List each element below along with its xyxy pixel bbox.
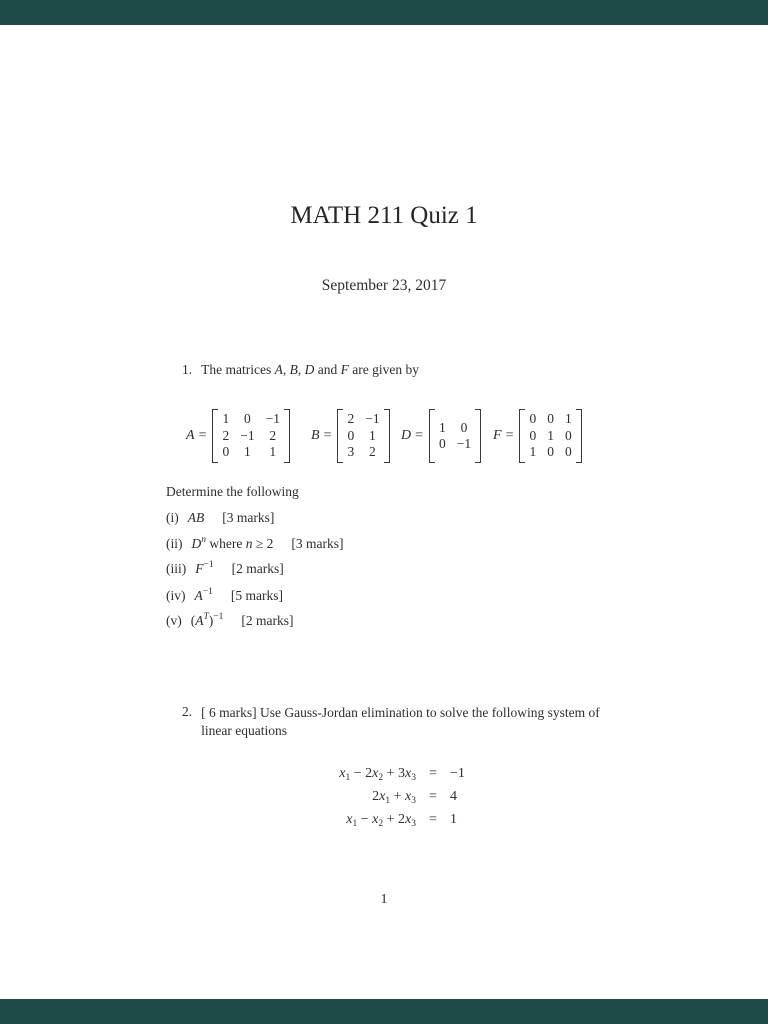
matrix-entry: 0 xyxy=(529,411,537,427)
matrix-entry: 2 xyxy=(222,427,230,443)
matrix-a-label: A = xyxy=(186,428,207,443)
question-1-intro: The matrices A, B, D and F are given by xyxy=(201,362,419,377)
matrix-f xyxy=(493,406,582,466)
page-number: 1 xyxy=(380,892,388,907)
item-label: (i) xyxy=(166,510,179,525)
matrix-d-entries xyxy=(435,418,475,455)
q1-item-i xyxy=(166,510,274,526)
page-title: MATH 211 Quiz 1 xyxy=(290,202,478,229)
matrix-entry: 1 xyxy=(222,411,230,427)
matrix-a xyxy=(186,406,290,466)
item-expression: $A^{-1}$ xyxy=(194,587,213,603)
right-bracket xyxy=(384,409,390,463)
matrix-entry: 1 xyxy=(529,444,537,460)
q1-item-v xyxy=(166,613,294,629)
matrix-entry: −1 xyxy=(365,411,380,427)
q1-item-iii xyxy=(166,561,284,577)
matrix-d-label: D = xyxy=(401,428,424,443)
item-marks: [2 marks] xyxy=(241,613,294,628)
item-expression: $F^{-1}$ xyxy=(195,560,214,576)
matrix-entry: 1 xyxy=(269,444,277,460)
matrix-entry: −1 xyxy=(240,427,255,443)
matrix-entry: −1 xyxy=(265,411,280,427)
item-label: (iii) xyxy=(166,561,187,576)
item-expression: AB xyxy=(187,510,205,525)
equation-3-rhs: 1 xyxy=(450,812,457,827)
matrix-entry: 0 xyxy=(439,436,446,451)
item-marks: [5 marks] xyxy=(230,588,283,603)
equation-2-rhs: 4 xyxy=(450,789,457,804)
matrix-entry: 2 xyxy=(269,427,277,443)
matrix-entry: 2 xyxy=(347,411,355,427)
matrix-f-entries xyxy=(525,409,575,463)
matrix-entry: 0 xyxy=(244,411,251,427)
matrix-entry: 2 xyxy=(369,444,376,460)
matrix-entry: 0 xyxy=(460,419,468,435)
right-bracket xyxy=(475,409,481,463)
matrix-entry: 0 xyxy=(547,411,554,427)
equation-1-lhs: $x_1 - 2x_2 + 3x_3$ xyxy=(339,766,416,783)
matrix-entry: 0 xyxy=(564,427,572,443)
matrix-entry: 1 xyxy=(547,427,554,443)
matrix-d xyxy=(401,406,481,466)
matrix-entry: 0 xyxy=(529,427,537,443)
q1-item-iv xyxy=(166,588,283,604)
right-bracket xyxy=(284,409,290,463)
matrix-entry: 0 xyxy=(547,444,554,460)
question-2-text: [ 6 marks] Use Gauss-Jordan elimination to solve the following system of linear equations xyxy=(201,705,600,738)
q1-item-ii xyxy=(166,536,344,552)
matrix-entry: −1 xyxy=(456,436,472,451)
equation-1-rhs: −1 xyxy=(450,766,465,781)
item-marks: [3 marks] xyxy=(291,536,344,551)
item-label: (ii) xyxy=(166,536,183,551)
matrix-entry: 0 xyxy=(347,427,355,443)
matrix-entry: 1 xyxy=(439,419,446,435)
matrix-entry: 0 xyxy=(222,444,230,460)
matrix-entry: 0 xyxy=(564,444,572,460)
document-date: September 23, 2017 xyxy=(321,277,447,294)
matrix-b-label: B = xyxy=(311,428,332,443)
linear-system xyxy=(320,762,492,831)
matrix-entry: 1 xyxy=(369,427,376,443)
determine-label: Determine the following xyxy=(166,484,299,499)
matrix-entry: 3 xyxy=(347,444,355,460)
matrix-entry: 1 xyxy=(244,444,251,460)
matrix-f-label: F = xyxy=(493,428,514,443)
right-bracket xyxy=(576,409,582,463)
item-label: (iv) xyxy=(166,588,186,603)
question-number: 1. xyxy=(182,362,193,377)
item-expression: $(A^T)^{-1}$ xyxy=(190,612,224,628)
equation-3-equals: = xyxy=(429,812,437,827)
matrix-b xyxy=(311,406,390,466)
viewer-bottom-bar xyxy=(0,999,768,1024)
matrix-b-entries xyxy=(343,409,383,463)
question-1-header xyxy=(182,362,419,378)
item-marks: [2 marks] xyxy=(231,561,284,576)
equation-1-equals: = xyxy=(429,766,437,781)
item-expression: $D^n$ where n ≥ 2 xyxy=(191,535,274,551)
item-marks: [3 marks] xyxy=(222,510,275,525)
matrix-entry: 1 xyxy=(564,411,572,427)
question-number: 2. xyxy=(182,704,193,719)
equation-2-equals: = xyxy=(429,789,437,804)
viewer-top-bar xyxy=(0,0,768,25)
matrix-a-entries xyxy=(218,409,284,463)
equation-2-lhs: $2x_1 + x_3$ xyxy=(372,789,416,806)
question-2-header xyxy=(182,704,621,740)
item-label: (v) xyxy=(166,613,182,628)
equation-3-lhs: $x_1 - x_2 + 2x_3$ xyxy=(346,812,416,829)
